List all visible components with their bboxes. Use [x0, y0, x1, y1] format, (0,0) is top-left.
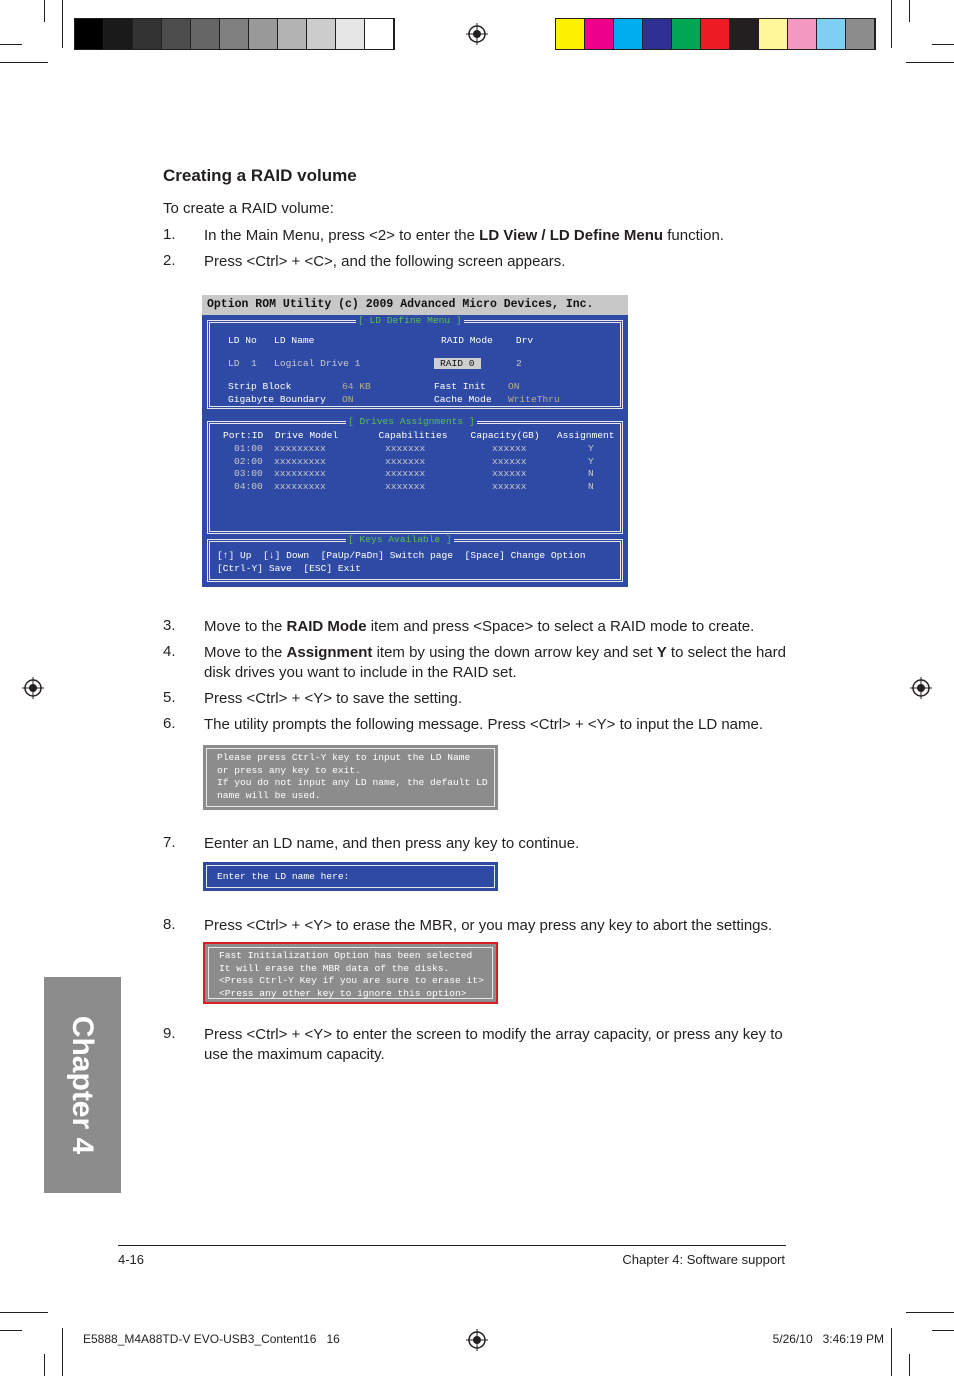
drive-capabilities: xxxxxxx — [385, 443, 426, 454]
color-swatch — [759, 19, 788, 49]
drive-model: xxxxxxxxx — [274, 480, 326, 492]
drive-assignment[interactable]: N — [588, 480, 594, 492]
drive-model: xxxxxxxxx — [274, 455, 326, 467]
raid-utility-screen — [202, 295, 628, 587]
color-swatch — [788, 19, 817, 49]
step-number: 4. — [163, 643, 176, 660]
drive-model: xxxxxxxxx — [274, 468, 326, 479]
ld-name-prompt-text — [217, 752, 488, 802]
crop-mark — [932, 1330, 954, 1331]
fast-init-warning-text — [219, 950, 484, 1000]
drv-value: 2 — [516, 358, 522, 369]
color-swatch — [817, 19, 846, 49]
step-number: 2. — [163, 252, 176, 269]
color-swatch — [846, 19, 875, 49]
section-heading: Creating a RAID volume — [163, 166, 357, 185]
color-swatch — [730, 19, 759, 49]
ld-header: LD No LD Name RAID Mode Drv — [228, 335, 534, 346]
message-line: Fast Initialization Option has been selected — [219, 950, 473, 961]
color-swatch — [75, 19, 104, 49]
message-line: name will be used. — [217, 789, 321, 801]
color-swatch — [701, 19, 730, 49]
message-line: Please press Ctrl-Y key to input the LD Name — [217, 752, 471, 763]
fast-init-label: Fast Init — [434, 381, 486, 392]
registration-mark-icon — [466, 23, 488, 45]
message-line: If you do not input any LD name, the default LD — [217, 777, 488, 788]
ld-name-prompt-box — [203, 745, 498, 810]
color-swatch — [336, 19, 365, 49]
color-swatch — [556, 19, 585, 49]
color-swatch — [278, 19, 307, 49]
strip-block-value[interactable]: 64 KB — [342, 381, 371, 392]
drive-capacity: xxxxxx — [492, 455, 527, 467]
cache-mode-value[interactable]: WriteThru — [508, 394, 560, 405]
grayscale-color-bar — [74, 18, 395, 50]
strip-block-label: Strip Block — [228, 381, 292, 392]
fast-init-warning-box — [203, 942, 498, 1004]
color-swatch — [614, 19, 643, 49]
message-line: <Press Ctrl-Y Key if you are sure to erase it> — [219, 975, 484, 986]
crop-mark — [932, 44, 954, 45]
step-number: 6. — [163, 715, 176, 732]
drive-port: 04:00 — [234, 480, 263, 492]
step-number: 1. — [163, 226, 176, 243]
color-swatch — [672, 19, 701, 49]
footer-rule — [118, 1245, 786, 1246]
raid-mode-value[interactable]: RAID 0 — [434, 358, 481, 369]
footer-section: Chapter 4: Software support — [622, 1252, 785, 1267]
crop-mark — [909, 1354, 910, 1376]
crop-mark — [62, 0, 63, 48]
step-number: 7. — [163, 834, 176, 851]
ld-name-entry-text[interactable] — [217, 871, 349, 884]
registration-mark-icon — [910, 677, 932, 699]
drives-assignments-label: [ Drives Assignments ] — [348, 416, 475, 427]
utility-title-bar: Option ROM Utility (c) 2009 Advanced Micro Devices, Inc. — [202, 295, 628, 315]
crop-mark — [906, 62, 954, 63]
gigabyte-boundary-label: Gigabyte Boundary — [228, 394, 326, 405]
step-text: In the Main Menu, press <2> to enter the LD View / LD Define Menu function. — [204, 227, 724, 244]
drive-capabilities: xxxxxxx — [385, 455, 426, 467]
process-color-bar — [555, 18, 876, 50]
drive-assignment[interactable]: Y — [588, 443, 594, 454]
color-swatch — [365, 19, 394, 49]
color-swatch — [162, 19, 191, 49]
crop-mark — [44, 0, 45, 22]
print-slug-file: E5888_M4A88TD-V EVO-USB3_Content16 16 — [83, 1332, 340, 1346]
color-swatch — [249, 19, 278, 49]
color-swatch — [307, 19, 336, 49]
crop-mark — [44, 1354, 45, 1376]
drive-capacity: xxxxxx — [492, 468, 527, 479]
drive-capacity: xxxxxx — [492, 480, 527, 492]
step-text: The utility prompts the following message. Press <Ctrl> + <Y> to input the LD name. — [204, 716, 764, 733]
crop-mark — [0, 1330, 22, 1331]
registration-mark-icon — [22, 677, 44, 699]
crop-mark — [0, 62, 48, 63]
message-line: or press any key to exit. — [217, 764, 361, 776]
color-swatch — [191, 19, 220, 49]
crop-mark — [0, 44, 22, 45]
color-swatch — [643, 19, 672, 49]
step-text: Press <Ctrl> + <Y> to save the setting. — [204, 690, 463, 707]
print-slug-date: 5/26/10 3:46:19 PM — [772, 1332, 884, 1346]
crop-mark — [909, 0, 910, 22]
drive-port: 03:00 — [234, 468, 263, 479]
step-number: 5. — [163, 689, 176, 706]
step-number: 9. — [163, 1025, 176, 1042]
message-line: <Press any other key to ignore this option> — [219, 987, 467, 999]
drive-port: 01:00 — [234, 443, 263, 454]
ld-define-label: [ LD Define Menu ] — [358, 315, 462, 326]
ld-name-entry-box — [203, 862, 498, 891]
step-text: Eenter an LD name, and then press any key to continue. — [204, 835, 580, 852]
crop-mark — [0, 1312, 48, 1313]
chapter-tab-label: Chapter 4 — [66, 1015, 99, 1155]
drives-header: Port:ID Drive Model Capabilities Capacity(GB) Assignment — [223, 430, 615, 441]
crop-mark — [906, 1312, 954, 1313]
color-swatch — [585, 19, 614, 49]
message-line: It will erase the MBR data of the disks. — [219, 962, 450, 974]
step-text: Move to the Assignment item by using the down arrow key and set Y to select the hard disk drives you want to include in the RAID set. — [204, 644, 786, 681]
registration-mark-icon — [466, 1329, 488, 1351]
cache-mode-label: Cache Mode — [434, 394, 492, 405]
drive-capabilities: xxxxxxx — [385, 480, 426, 492]
step-text: Press <Ctrl> + <Y> to erase the MBR, or you may press any key to abort the settings. — [204, 917, 773, 934]
step-text: Press <Ctrl> + <Y> to enter the screen to modify the array capacity, or press any key to use the maximum capacity. — [204, 1026, 783, 1063]
keys-available-label: [ Keys Available ] — [348, 534, 452, 545]
crop-mark — [891, 1328, 892, 1376]
drive-assignment[interactable]: N — [588, 468, 594, 479]
step-text: Move to the RAID Mode item and press <Space> to select a RAID mode to create. — [204, 618, 755, 635]
color-swatch — [133, 19, 162, 49]
drive-capacity: xxxxxx — [492, 443, 527, 454]
drive-port: 02:00 — [234, 455, 263, 467]
color-swatch — [220, 19, 249, 49]
step-number: 3. — [163, 617, 176, 634]
color-swatch — [104, 19, 133, 49]
keys-line: [↑] Up [↓] Down [PaUp/PaDn] Switch page [Space] Change Option — [217, 550, 586, 561]
gigabyte-boundary-value[interactable]: ON — [342, 394, 354, 405]
message-line: Enter the LD name here: — [217, 871, 350, 882]
drive-capabilities: xxxxxxx — [385, 468, 426, 479]
step-number: 8. — [163, 916, 176, 933]
step-text: Press <Ctrl> + <C>, and the following screen appears. — [204, 253, 566, 270]
intro-text: To create a RAID volume: — [163, 200, 334, 217]
keys-line: [Ctrl-Y] Save [ESC] Exit — [217, 563, 361, 574]
crop-mark — [62, 1328, 63, 1376]
ld-row: LD 1 Logical Drive 1 — [228, 358, 361, 369]
drive-model: xxxxxxxxx — [274, 443, 326, 454]
page-number: 4-16 — [118, 1252, 145, 1267]
crop-mark — [891, 0, 892, 48]
fast-init-value[interactable]: ON — [508, 381, 520, 392]
drive-assignment[interactable]: Y — [588, 455, 594, 467]
